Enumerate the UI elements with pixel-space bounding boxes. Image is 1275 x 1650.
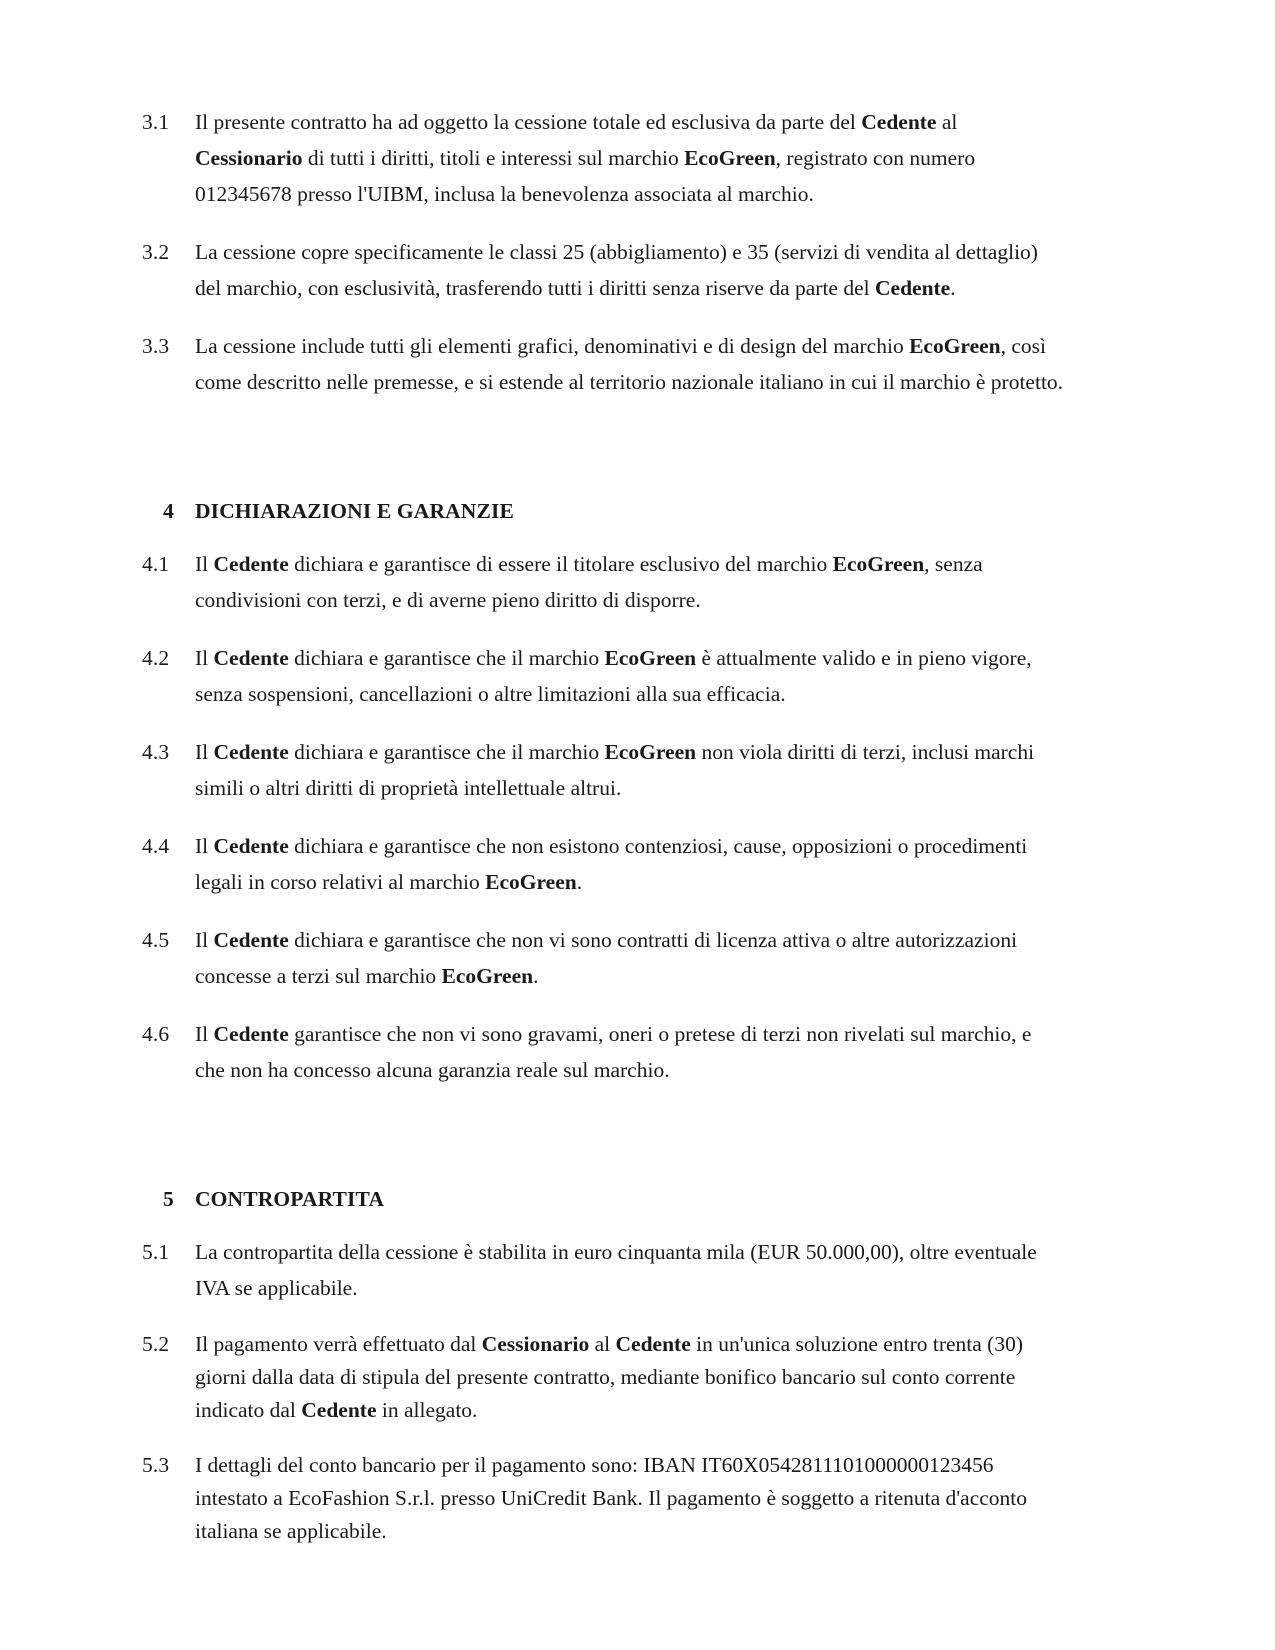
text-run: di tutti i diritti, titoli e interessi sul marchio <box>302 146 685 170</box>
emphasis-term: EcoGreen <box>604 646 697 670</box>
clause-text <box>195 828 1065 900</box>
clause-number: 4.6 <box>142 1022 170 1046</box>
emphasis-term: Cedente <box>213 1022 289 1046</box>
text-run: garantisce che non vi sono gravami, oneri o pretese di terzi non rivelati sul marchio, e che non ha concesso alcuna garanzia reale sul marchio. <box>195 1022 1032 1082</box>
clause-4.4 <box>142 828 1065 900</box>
text-run: Il <box>195 552 214 576</box>
emphasis-term: Cedente <box>615 1332 691 1356</box>
section-spacer <box>142 422 1065 496</box>
emphasis-term: EcoGreen <box>684 146 776 170</box>
clause-text <box>195 1449 1065 1548</box>
section-heading-4 <box>142 496 1065 526</box>
clause-3.2 <box>142 234 1065 306</box>
clause-number: 5.2 <box>142 1332 170 1356</box>
emphasis-term: EcoGreen <box>909 334 1001 358</box>
clause-4.1 <box>142 546 1065 618</box>
text-run: dichiara e garantisce che non vi sono contratti di licenza attiva o altre autorizzazioni concesse a terzi sul marchio <box>195 928 1018 988</box>
emphasis-term: Cedente <box>213 552 289 576</box>
clause-number: 5.1 <box>142 1240 170 1264</box>
clause-text <box>195 546 1065 618</box>
clause-text <box>195 922 1065 994</box>
emphasis-term: EcoGreen <box>441 964 534 988</box>
text-run: in un'unica soluzione entro trenta (30) giorni dalla data di stipula del presente contratto, mediante bonifico bancario sul conto corrente indicato dal <box>195 1332 1023 1422</box>
text-run: Il <box>195 646 214 670</box>
text-run: Il pagamento verrà effettuato dal <box>195 1332 482 1356</box>
clause-text <box>195 640 1065 712</box>
text-run: . <box>576 870 583 894</box>
text-run: , senza condivisioni con terzi, e di averne pieno diritto di disporre. <box>195 552 983 612</box>
emphasis-term: Cessionario <box>195 146 303 170</box>
clause-number: 4.4 <box>142 834 170 858</box>
clause-text <box>195 1328 1065 1427</box>
section-title: DICHIARAZIONI E GARANZIE <box>195 499 514 523</box>
text-run: La cessione include tutti gli elementi grafici, denominativi e di design del marchio <box>195 334 910 358</box>
text-run: dichiara e garantisce che non esistono contenziosi, cause, opposizioni o procedimenti legali in corso relativi al marchio <box>195 834 1028 894</box>
text-run: in allegato. <box>376 1398 478 1422</box>
text-run: La cessione copre specificamente le classi 25 (abbigliamento) e 35 (servizi di vendita al dettaglio) del marchio, con esclusività, trasferendo tutti i diritti senza riserve da parte del <box>195 240 1038 300</box>
clause-3.3 <box>142 328 1065 400</box>
section-number: 5 <box>163 1187 174 1211</box>
clause-number: 5.3 <box>142 1453 170 1477</box>
emphasis-term: Cedente <box>213 646 289 670</box>
emphasis-term: EcoGreen <box>485 870 577 894</box>
text-run: Il <box>195 834 214 858</box>
emphasis-term: Cedente <box>213 740 289 764</box>
clause-text <box>195 234 1065 306</box>
text-run: Il <box>195 740 214 764</box>
emphasis-term: Cedente <box>301 1398 377 1422</box>
clause-5.3 <box>142 1449 1065 1548</box>
text-run: I dettagli del conto bancario per il pagamento sono: IBAN IT60X0542811101000000123456 intestato a EcoFashion S.r.l. presso UniCredit Bank. Il pagamento è soggetto a ritenuta d'acconto italiana se applicabile. <box>195 1453 1028 1543</box>
clause-number: 4.5 <box>142 928 170 952</box>
clause-text <box>195 328 1065 400</box>
text-run: . <box>533 964 539 988</box>
text-run: al <box>589 1332 616 1356</box>
emphasis-term: Cessionario <box>481 1332 590 1356</box>
clause-4.5 <box>142 922 1065 994</box>
emphasis-term: EcoGreen <box>604 740 697 764</box>
text-run: è attualmente valido e in pieno vigore, senza sospensioni, cancellazioni o altre limitazioni alla sua efficacia. <box>195 646 1032 706</box>
text-run: al <box>936 110 958 134</box>
text-run: . <box>950 276 956 300</box>
section-spacer <box>142 1214 1065 1234</box>
text-run: , così come descritto nelle premesse, e si estende al territorio nazionale italiano in cui il marchio è protetto. <box>195 334 1064 394</box>
emphasis-term: EcoGreen <box>832 552 925 576</box>
clause-text <box>195 1234 1065 1306</box>
text-run: dichiara e garantisce che il marchio <box>288 740 605 764</box>
clause-number: 3.3 <box>142 334 170 358</box>
text-run: non viola diritti di terzi, inclusi marchi simili o altri diritti di proprietà intellettuale altrui. <box>195 740 1035 800</box>
text-run: dichiara e garantisce che il marchio <box>288 646 605 670</box>
clause-5.1 <box>142 1234 1065 1306</box>
section-heading-5 <box>142 1184 1065 1214</box>
section-spacer <box>142 526 1065 546</box>
text-run: La contropartita della cessione è stabilita in euro cinquanta mila (EUR 50.000,00), oltre eventuale IVA se applicabile. <box>195 1240 1037 1300</box>
clause-number: 4.1 <box>142 552 170 576</box>
emphasis-term: Cedente <box>213 928 289 952</box>
emphasis-term: Cedente <box>875 276 951 300</box>
clause-text <box>195 104 1065 212</box>
clause-text <box>195 734 1065 806</box>
text-run: Il presente contratto ha ad oggetto la cessione totale ed esclusiva da parte del <box>195 110 862 134</box>
clause-number: 4.3 <box>142 740 170 764</box>
clause-4.3 <box>142 734 1065 806</box>
text-run: dichiara e garantisce di essere il titolare esclusivo del marchio <box>288 552 833 576</box>
clause-3.1 <box>142 104 1065 212</box>
emphasis-term: Cedente <box>861 110 937 134</box>
clause-4.6 <box>142 1016 1065 1088</box>
text-run: Il <box>195 928 214 952</box>
clause-number: 3.1 <box>142 110 170 134</box>
section-title: CONTROPARTITA <box>195 1187 385 1211</box>
section-number: 4 <box>163 499 174 523</box>
clause-text <box>195 1016 1065 1088</box>
emphasis-term: Cedente <box>213 834 289 858</box>
document-body <box>142 104 1065 1548</box>
clause-5.2 <box>142 1328 1065 1427</box>
clause-number: 4.2 <box>142 646 170 670</box>
clause-number: 3.2 <box>142 240 170 264</box>
text-run: Il <box>195 1022 214 1046</box>
section-spacer <box>142 1110 1065 1184</box>
clause-4.2 <box>142 640 1065 712</box>
text-run: , registrato con numero 012345678 presso l'UIBM, inclusa la benevolenza associata al marchio. <box>195 146 976 206</box>
